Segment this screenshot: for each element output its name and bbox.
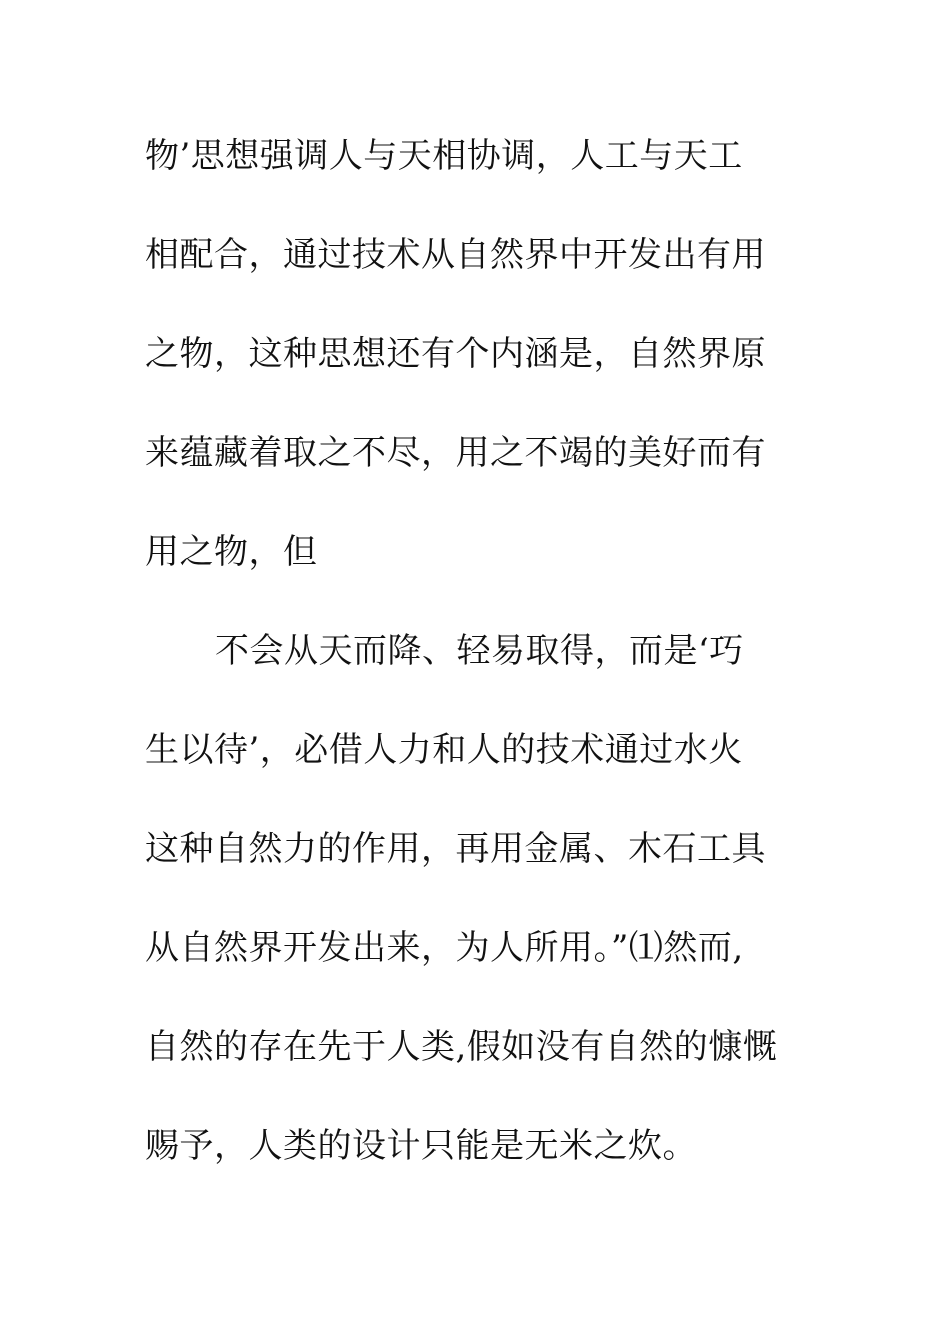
text-line: 自然的存在先于人类,假如没有自然的慷慨 [145, 1027, 778, 1067]
paragraph-first-line: 不会从天而降、轻易取得，而是‘巧 [215, 631, 744, 671]
text-line: 相配合，通过技术从自然界中开发出有用 [145, 235, 766, 275]
text-line: 赐予，人类的设计只能是无米之炊。 [145, 1126, 697, 1166]
text-line: 生以待’，必借人力和人的技术通过水火 [145, 730, 743, 770]
text-line: 这种自然力的作用，再用金属、木石工具 [145, 829, 766, 869]
text-line: 之物，这种思想还有个内涵是，自然界原 [145, 334, 766, 374]
text-line: 物’思想强调人与天相协调，人工与天工 [145, 136, 743, 176]
text-line: 来蕴藏着取之不尽，用之不竭的美好而有 [145, 433, 766, 473]
text-line: 从自然界开发出来，为人所用。”⑴然而, [145, 928, 744, 968]
text-line: 用之物，但 [145, 532, 318, 572]
